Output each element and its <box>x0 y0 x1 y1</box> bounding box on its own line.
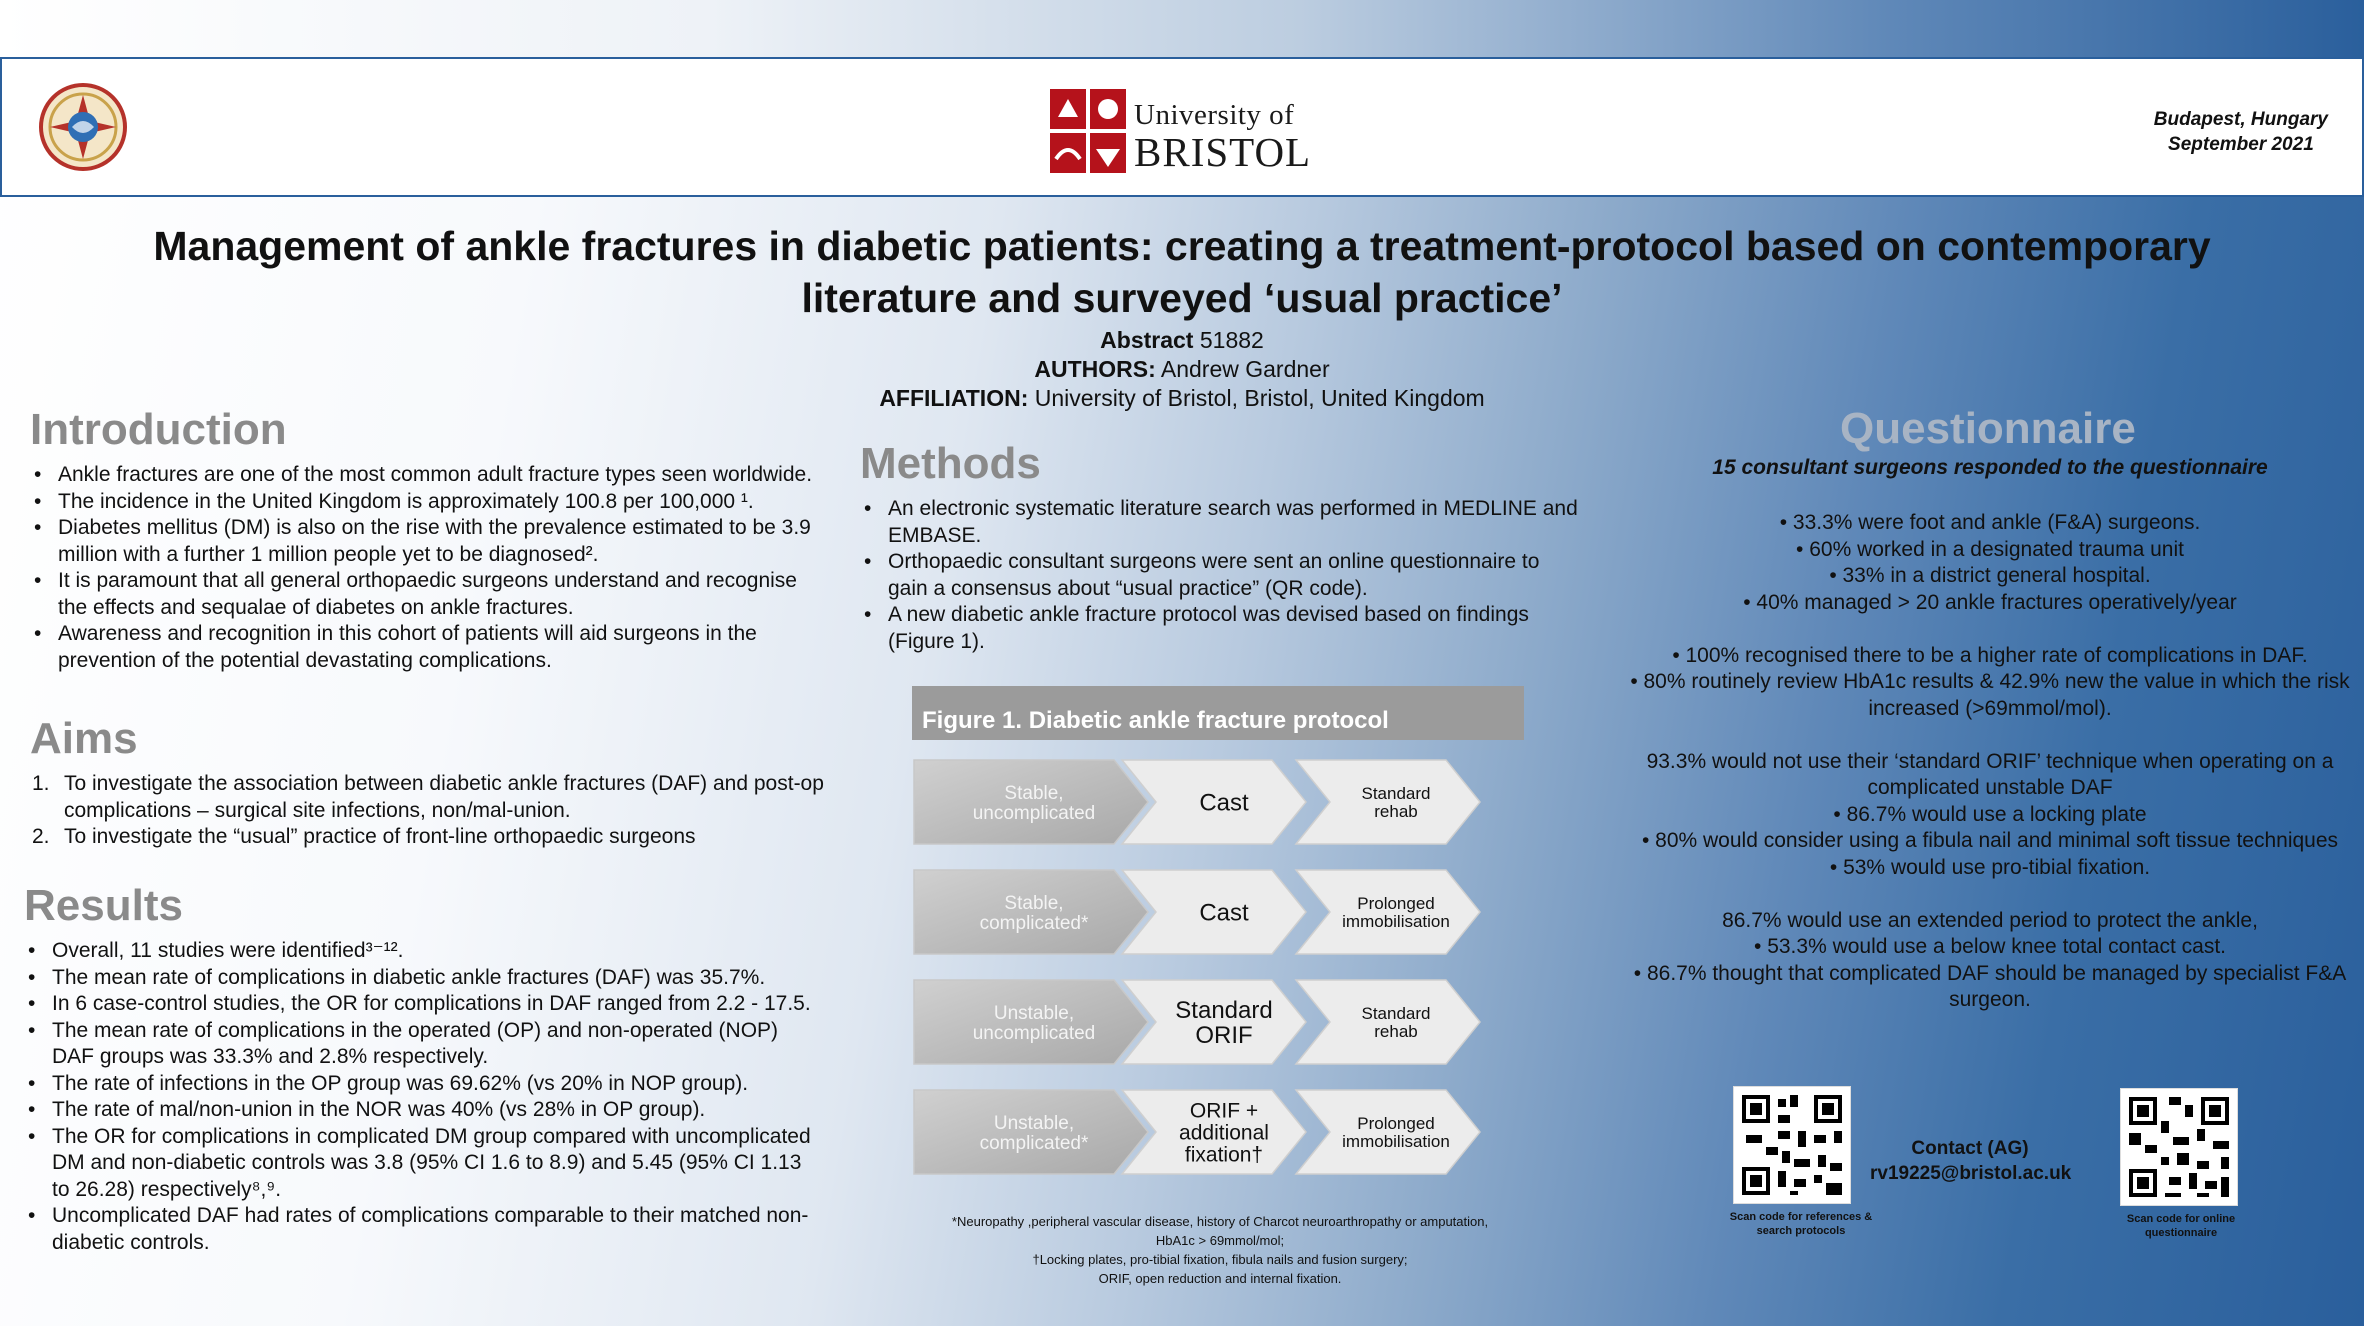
list-item: • In 6 case-control studies, the OR for complications in DAF ranged from 2.2 - 17.5. <box>24 991 824 1018</box>
figure-note: HbA1c > 69mmol/mol; <box>1155 1233 1285 1248</box>
list-item: • Uncomplicated DAF had rates of complications comparable to their matched non-diabetic controls. <box>24 1203 824 1256</box>
list-item: • The mean rate of complications in diabetic ankle fractures (DAF) was 35.7%. <box>24 965 824 992</box>
authors: Andrew Gardner <box>1160 356 1330 382</box>
affiliation-label: AFFILIATION: <box>879 385 1029 411</box>
spacer <box>1620 722 2360 749</box>
list-item: • Diabetes mellitus (DM) is also on the rise with the prevalence estimated to be 3.9 million with a further 1 million people yet to be diagnosed². <box>30 515 830 568</box>
qr-code-questionnaire[interactable] <box>2120 1088 2238 1206</box>
figure-1 <box>912 686 1524 740</box>
list-item: • Overall, 11 studies were identified³⁻¹². <box>24 938 824 965</box>
questionnaire-line: • 100% recognised there to be a higher rate of complications in DAF. <box>1672 643 2308 667</box>
methods-heading: Methods <box>860 439 1041 488</box>
figure-note: ORIF, open reduction and internal fixation. <box>1098 1271 1342 1286</box>
qr-code-icon <box>2121 1089 2237 1205</box>
top-band <box>0 0 2364 57</box>
spacer <box>1620 616 2360 643</box>
qr-caption-references: Scan code for references & search protocols <box>1729 1211 1873 1237</box>
category-label: Stable, complicated* <box>979 893 1089 934</box>
qr-code-references[interactable] <box>1733 1086 1851 1204</box>
questionnaire-line: • 86.7% would use a locking plate <box>1833 802 2147 826</box>
aims-list <box>30 771 830 851</box>
results-heading: Results <box>24 881 183 930</box>
questionnaire-line: • 80% would consider using a fibula nail and minimal soft tissue techniques <box>1641 829 2339 852</box>
rehab-label: Standard rehab <box>1361 784 1431 821</box>
society-seal-logo <box>38 79 128 175</box>
item-text: To investigate the “usual” practice of front-line orthopaedic surgeons <box>64 825 696 848</box>
questionnaire-results <box>1620 510 2360 1014</box>
questionnaire-line: 86.7% would use an extended period to protect the ankle, <box>1722 908 2258 932</box>
list-item: • Ankle fractures are one of the most common adult fracture types seen worldwide. <box>30 462 830 489</box>
questionnaire-line: • 53% would use pro-tibial fixation. <box>1829 855 2151 879</box>
poster-header <box>0 57 2364 197</box>
list-item: • The mean rate of complications in the operated (OP) and non-operated (NOP) DAF groups was 33.3% and 2.8% respectively. <box>24 1018 824 1071</box>
rehab-label: Prolonged immobilisation <box>1342 1114 1450 1151</box>
protocol-row <box>914 760 1480 844</box>
list-item: • Awareness and recognition in this cohort of patients will aid surgeons in the prevention of the potential devastating complications. <box>30 621 830 674</box>
protocol-row <box>914 980 1480 1064</box>
questionnaire-heading: Questionnaire <box>1840 404 2136 453</box>
list-item: • The incidence in the United Kingdom is approximately 100.8 per 100,000 ¹. <box>30 489 830 516</box>
spacer <box>1620 881 2360 908</box>
questionnaire-subheading: 15 consultant surgeons responded to the questionnaire <box>1712 456 2268 479</box>
item-number: 2. <box>32 825 50 848</box>
authors-line <box>600 355 1764 384</box>
qr-caption-questionnaire: Scan code for online questionnaire <box>2126 1213 2236 1239</box>
abstract-line <box>600 326 1764 355</box>
list-item: • Orthopaedic consultant surgeons were sent an online questionnaire to gain a consensus about “usual practice” (QR code). <box>860 549 1580 602</box>
questionnaire-line: • 80% routinely review HbA1c results & 42.9% new the value in which the risk increased (>69mmol/mol). <box>1630 670 2350 720</box>
questionnaire-line: 93.3% would not use their ‘standard ORIF’ technique when operating on a complicated unstable DAF <box>1646 749 2334 799</box>
university-line2: BRISTOL <box>1134 129 1312 175</box>
methods-list <box>860 496 1580 655</box>
protocol-flowchart <box>912 752 1512 1192</box>
introduction-section <box>30 404 830 674</box>
list-item <box>30 824 830 851</box>
abstract-label: Abstract <box>1100 327 1194 353</box>
rehab-label: Prolonged immobilisation <box>1342 894 1450 931</box>
list-item: • The OR for complications in complicated DM group compared with uncomplicated DM and non-diabetic controls was 3.8 (95% CI 1.6 to 8.9) and 5.45 (95% CI 1.13 to 26.28) respectively⁸,⁹. <box>24 1124 824 1204</box>
treatment-label: ORIF + additional fixation† <box>1179 1099 1269 1167</box>
venue-city: Budapest, Hungary <box>2153 109 2328 130</box>
treatment-label: Cast <box>1199 899 1249 927</box>
category-label: Stable, uncomplicated <box>972 783 1096 824</box>
abstract-number: 51882 <box>1199 327 1264 353</box>
results-list <box>24 938 824 1256</box>
questionnaire-line: • 33% in a district general hospital. <box>1829 564 2151 587</box>
methods-section <box>860 438 1580 655</box>
protocol-row <box>914 870 1480 954</box>
affiliation: University of Bristol, Bristol, United Kingdom <box>1034 385 1485 411</box>
list-item: • It is paramount that all general orthopaedic surgeons understand and recognise the effects and sequalae of diabetes on ankle fractures. <box>30 568 830 621</box>
contact-info <box>1870 1136 2070 1186</box>
venue-info <box>2154 107 2328 157</box>
figure-note: †Locking plates, pro-tibial fixation, fibula nails and fusion surgery; <box>1032 1252 1408 1267</box>
university-wordmark <box>1134 99 1311 176</box>
protocol-row <box>914 1090 1480 1174</box>
results-section <box>24 880 824 1256</box>
questionnaire-line: • 53.3% would use a below knee total contact cast. <box>1754 935 2226 958</box>
category-label: Unstable, uncomplicated <box>972 1003 1096 1044</box>
contact-label: Contact (AG) <box>1911 1138 2029 1159</box>
questionnaire-line: • 33.3% were foot and ankle (F&A) surgeons. <box>1779 511 2201 534</box>
rehab-label: Standard rehab <box>1361 1004 1431 1041</box>
qr-code-icon <box>1734 1087 1850 1203</box>
list-item: • The rate of mal/non-union in the NOR was 40% (vs 28% in OP group). <box>24 1097 824 1124</box>
figure-note: *Neuropathy ,peripheral vascular disease, history of Charcot neuroarthropathy or amputation, <box>951 1214 1489 1229</box>
list-item: • The rate of infections in the OP group was 69.62% (vs 20% in NOP group). <box>24 1071 824 1098</box>
category-label: Unstable, complicated* <box>979 1113 1089 1154</box>
poster-title: Management of ankle fractures in diabetic patients: creating a treatment-protocol based on contemporary literature and surveyed ‘usual practice’ <box>153 223 2211 321</box>
questionnaire-line: • 40% managed > 20 ankle fractures operatively/year <box>1743 590 2237 614</box>
venue-date: September 2021 <box>2168 134 2314 155</box>
list-item: • An electronic systematic literature search was performed in MEDLINE and EMBASE. <box>860 496 1580 549</box>
treatment-label: Standard ORIF <box>1175 996 1273 1049</box>
list-item: • A new diabetic ankle fracture protocol was devised based on findings (Figure 1). <box>860 602 1580 655</box>
university-line1: University of <box>1134 99 1295 131</box>
item-text: To investigate the association between diabetic ankle fractures (DAF) and post-op complications – surgical site infections, non/mal-union. <box>64 772 824 822</box>
figure-notes <box>900 1212 1540 1288</box>
introduction-list <box>30 462 830 674</box>
item-number: 1. <box>32 772 50 795</box>
list-item <box>30 771 830 824</box>
authors-label: AUTHORS: <box>1034 356 1156 382</box>
contact-email[interactable]: rv19225@bristol.ac.uk <box>1870 1163 2072 1184</box>
introduction-heading: Introduction <box>30 405 287 454</box>
questionnaire-line: • 86.7% thought that complicated DAF should be managed by specialist F&A surgeon. <box>1633 961 2347 1011</box>
poster-meta <box>600 326 1764 413</box>
aims-heading: Aims <box>30 714 138 763</box>
questionnaire-line: • 60% worked in a designated trauma unit <box>1796 537 2184 561</box>
figure-title: Figure 1. Diabetic ankle fracture protocol <box>912 686 1524 740</box>
treatment-label: Cast <box>1199 789 1249 817</box>
aims-section <box>30 713 830 851</box>
